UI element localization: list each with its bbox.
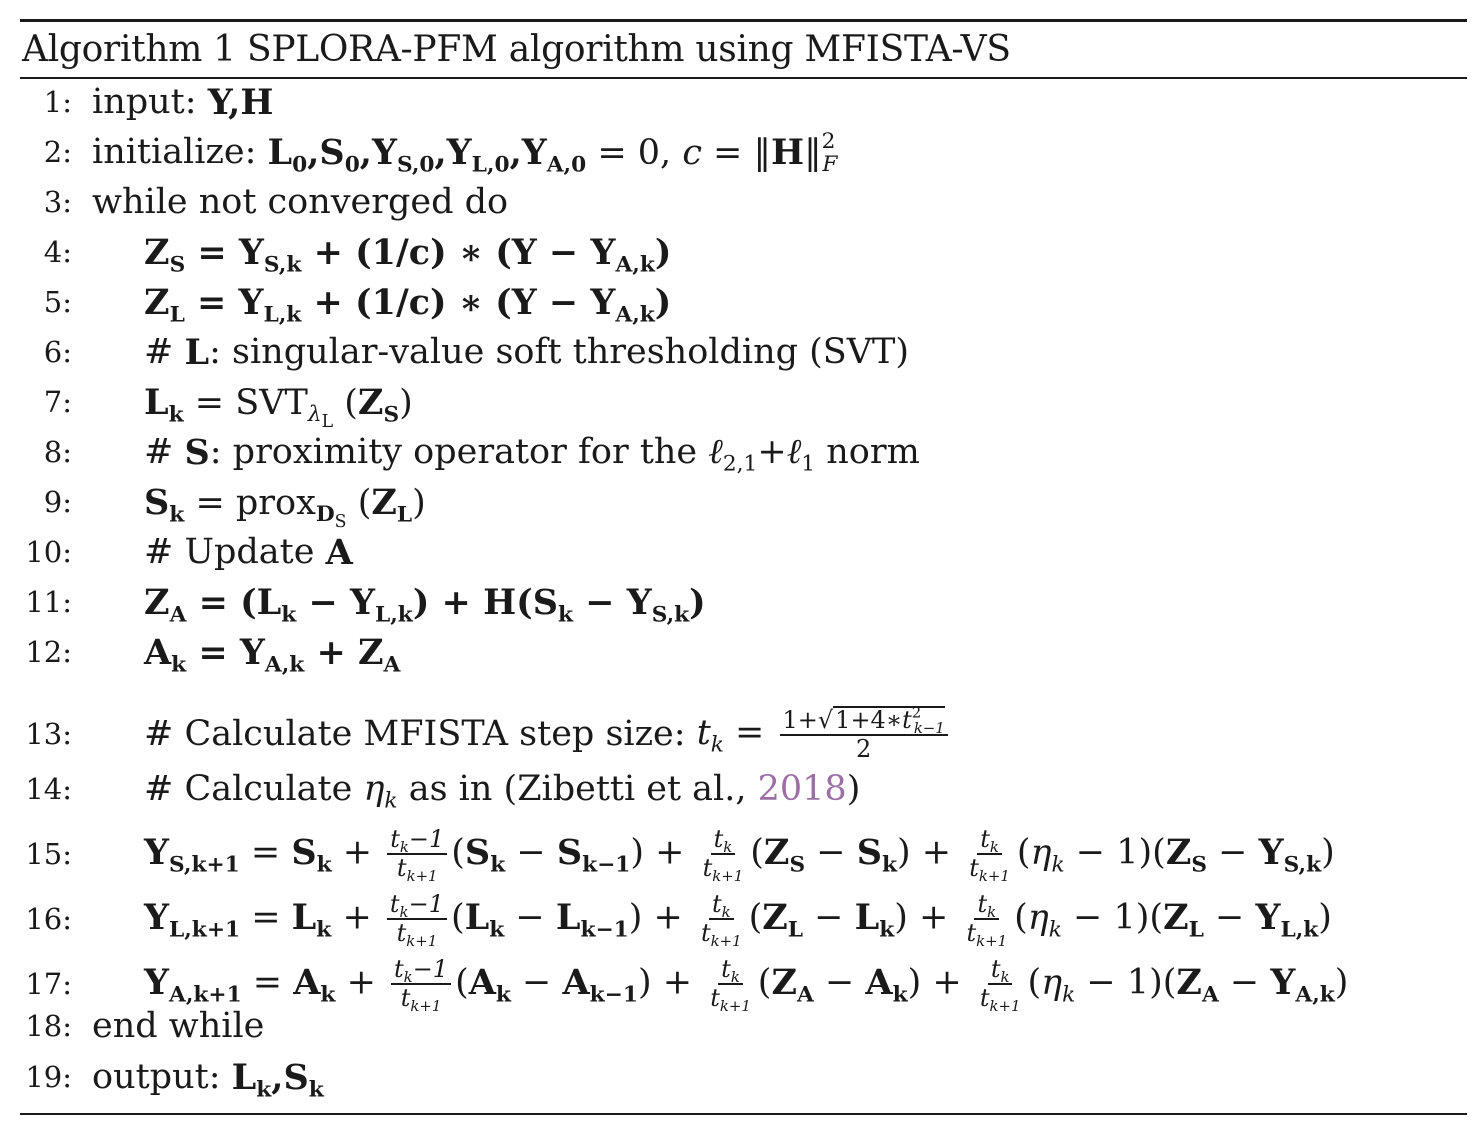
line-number: 8: bbox=[43, 435, 72, 469]
algo-line-5 bbox=[20, 277, 671, 327]
line-number: 9: bbox=[43, 485, 72, 519]
line-number: 10: bbox=[25, 535, 72, 569]
algo-line-9 bbox=[20, 477, 426, 533]
math-tk-formula: $t_k$ = $\frac{1+√1+4∗t^2_{k-1}}{2}$ bbox=[697, 706, 952, 762]
algorithm-block bbox=[20, 19, 1467, 1103]
math-sk-prox: $S_k$ = prox$_{D_S}$ $(Z_L)$ bbox=[144, 481, 426, 533]
math-yl-update: $Y_{L,k+1} = L_k$ + $\frac{t_k-1}{t_{k+1}}$ $(L_k - L_{k-1})$ + $\frac{t_k}{t_{k+1}}$ $(Z_L - L_k)$ + $\frac{t_k}{t_{k+1}}$ $(\eta_k - 1)(Z_L - Y_{L,k})$ bbox=[144, 889, 1332, 951]
line-number: 2: bbox=[43, 135, 72, 169]
math-l: L bbox=[184, 331, 210, 373]
line-number: 19: bbox=[25, 1060, 72, 1094]
comment-hash: # bbox=[144, 332, 174, 372]
algo-line-6: 6: # L : singular-value soft thresholding (SVT) bbox=[20, 327, 909, 377]
math-s: S bbox=[184, 431, 210, 473]
comment-svt: singular-value soft thresholding (SVT) bbox=[232, 332, 910, 372]
comment-hash: # bbox=[144, 769, 174, 809]
keyword-output: output: bbox=[92, 1057, 221, 1097]
line-number: 14: bbox=[25, 772, 72, 806]
math-a: A bbox=[325, 531, 353, 573]
keyword-initialize: initialize: bbox=[92, 132, 257, 172]
algo-line-13 bbox=[20, 694, 952, 774]
algo-line-15 bbox=[20, 822, 1335, 886]
math-eta-k: $\eta_k$ bbox=[363, 769, 398, 814]
math-ya-update: $Y_{A,k+1} = A_k$ + $\frac{t_k-1}{t_{k+1}}$ $(A_k - A_{k-1})$ + $\frac{t_k}{t_{k+1}}$ $(Z_A - A_k)$ + $\frac{t_k}{t_{k+1}}$ $(\eta_k - 1)(Z_A - Y_{A,k})$ bbox=[144, 954, 1349, 1016]
line-number: 17: bbox=[25, 967, 72, 1001]
algo-line-3 bbox=[20, 177, 508, 227]
caption-title: SPLORA-PFM algorithm using MFISTA-VS bbox=[246, 29, 1011, 70]
algo-line-10 bbox=[20, 527, 353, 577]
math-zs-update: $Z_S = Y_{S,k} + (1/c)$ ∗ $(Y - Y_{A,k})$ bbox=[144, 231, 672, 278]
bottom-rule bbox=[20, 1113, 1467, 1115]
line-number: 6: bbox=[43, 335, 72, 369]
math-za-update: $Z_A = (L_k - Y_{L,k}) + H(S_k - Y_{S,k})$ bbox=[144, 581, 706, 628]
algo-line-4 bbox=[20, 227, 671, 277]
caption-label: Algorithm 1 bbox=[22, 29, 236, 70]
comment-norm: norm bbox=[826, 432, 920, 472]
comment-update: Update bbox=[184, 532, 315, 572]
line-number: 16: bbox=[25, 902, 72, 936]
line-number: 13: bbox=[25, 717, 72, 751]
line-number: 12: bbox=[25, 635, 72, 669]
comment-prox: proximity operator for the bbox=[232, 432, 698, 472]
algo-line-19 bbox=[20, 1052, 324, 1102]
line-number: 11: bbox=[25, 585, 72, 619]
comment-step-size: Calculate MFISTA step size: bbox=[184, 714, 686, 754]
keyword-end-while: end while bbox=[92, 1006, 265, 1046]
keyword-input: input: bbox=[92, 82, 197, 122]
math-norm: ℓ$_{2,1}$+ℓ$_1$ bbox=[708, 432, 816, 477]
algo-line-14: 14: # Calculate $\eta_k$ as in (Zibetti et al., 2018 ) bbox=[20, 764, 860, 814]
keyword-while: while not converged do bbox=[92, 182, 509, 222]
algo-line-1 bbox=[20, 77, 273, 127]
algo-line-8: 8: # S : proximity operator for the ℓ$_{2,1}$+ℓ$_1$ norm bbox=[20, 427, 920, 477]
algo-line-12 bbox=[20, 627, 400, 677]
line-number: 4: bbox=[43, 235, 72, 269]
comment-citation-text: as in (Zibetti et al., bbox=[408, 769, 747, 809]
line-number: 5: bbox=[43, 285, 72, 319]
math-lk-svt: $L_k = SVT_{\lambda_L}$ $(Z_S)$ bbox=[144, 381, 413, 433]
math-initialize: $L_0,S_0,Y_{S,0},Y_{L,0},Y_{A,0} = 0$, c = ‖H‖$^2_F$ bbox=[267, 129, 838, 178]
algo-line-11 bbox=[20, 577, 706, 627]
comment-hash: # bbox=[144, 432, 174, 472]
math-input: Y,H bbox=[207, 81, 274, 123]
line-number: 7: bbox=[43, 385, 72, 419]
algo-line-18 bbox=[20, 1001, 264, 1051]
algo-line-2 bbox=[20, 127, 837, 177]
math-ys-update: $Y_{S,k+1} = S_k$ + $\frac{t_k-1}{t_{k+1}}$ $(S_k - S_{k-1})$ + $\frac{t_k}{t_{k+1}}$ $(Z_S - S_k)$ + $\frac{t_k}{t_{k+1}}$ $(\eta_k - 1)(Z_S - Y_{S,k})$ bbox=[144, 824, 1335, 886]
citation-link[interactable]: 2018 bbox=[757, 769, 847, 809]
math-ak-update: $A_k = Y_{A,k} + Z_A$ bbox=[144, 631, 401, 678]
comment-hash: # bbox=[144, 532, 174, 572]
math-output: $L_k,S_k$ bbox=[231, 1056, 324, 1103]
comment-hash: # bbox=[144, 714, 174, 754]
algo-line-16 bbox=[20, 887, 1332, 951]
line-number: 18: bbox=[25, 1009, 72, 1043]
algo-line-7 bbox=[20, 377, 413, 433]
algorithm-caption bbox=[20, 22, 1467, 77]
line-number: 1: bbox=[43, 85, 72, 119]
comment-calc-eta: Calculate bbox=[184, 769, 353, 809]
line-number: 3: bbox=[43, 185, 72, 219]
math-zl-update: $Z_L = Y_{L,k} + (1/c)$ ∗ $(Y - Y_{A,k})$ bbox=[144, 281, 672, 328]
line-number: 15: bbox=[25, 837, 72, 871]
